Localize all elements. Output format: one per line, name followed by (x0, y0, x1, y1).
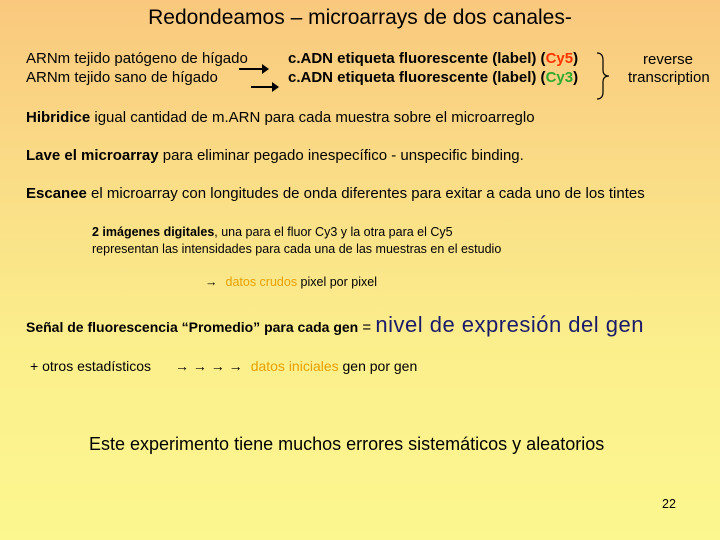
raw-data-line: → datos crudos pixel por pixel (205, 275, 377, 289)
signal-line: Señal de fluorescencia “Promedio” para cada gen = nivel de expresión del gen (26, 312, 644, 337)
arrows-icon: → → → → (175, 358, 243, 374)
right-brace-icon (596, 52, 610, 100)
dye-cy3: Cy3 (545, 69, 574, 86)
footer-statement: Este experimento tiene muchos errores sistemáticos y aleatorios (89, 434, 605, 454)
scan-line: Escanee el microarray con longitudes de onda diferentes para exitar a cada uno de los tintes (26, 185, 645, 202)
row1-source: ARNm tejido patógeno de hígado (26, 50, 248, 67)
images-line1: 2 imágenes digitales, una para el fluor Cy3 y la otra para el Cy5 (92, 225, 453, 239)
dye-cy5: Cy5 (545, 50, 574, 67)
arrow-icon: → (205, 275, 218, 289)
row2-cadn: c.ADN etiqueta fluorescente (label) (Cy3) (288, 69, 579, 86)
transcription-label: transcription (628, 69, 710, 86)
arrow-right-icon (239, 68, 267, 70)
expression-level-text: nivel de expresión del gen (375, 312, 644, 337)
arrow-right-icon (251, 86, 277, 88)
reverse-label: reverse (643, 51, 694, 68)
images-line2: representan las intensidades para cada una de las muestras en el estudio (92, 242, 502, 256)
row1-cadn: c.ADN etiqueta fluorescente (label) (Cy5) (288, 50, 579, 67)
row2-source: ARNm tejido sano de hígado (26, 69, 218, 86)
page-number: 22 (662, 497, 676, 511)
hybridize-line: Hibridice igual cantidad de m.ARN para cada muestra sobre el microarreglo (26, 109, 535, 126)
wash-line: Lave el microarray para eliminar pegado inespecífico - unspecific binding. (26, 147, 524, 164)
stats-line: + otros estadísticos → → → → datos iniciales gen por gen (30, 358, 418, 374)
slide-title: Redondeamos – microarrays de dos canales- (148, 6, 572, 29)
